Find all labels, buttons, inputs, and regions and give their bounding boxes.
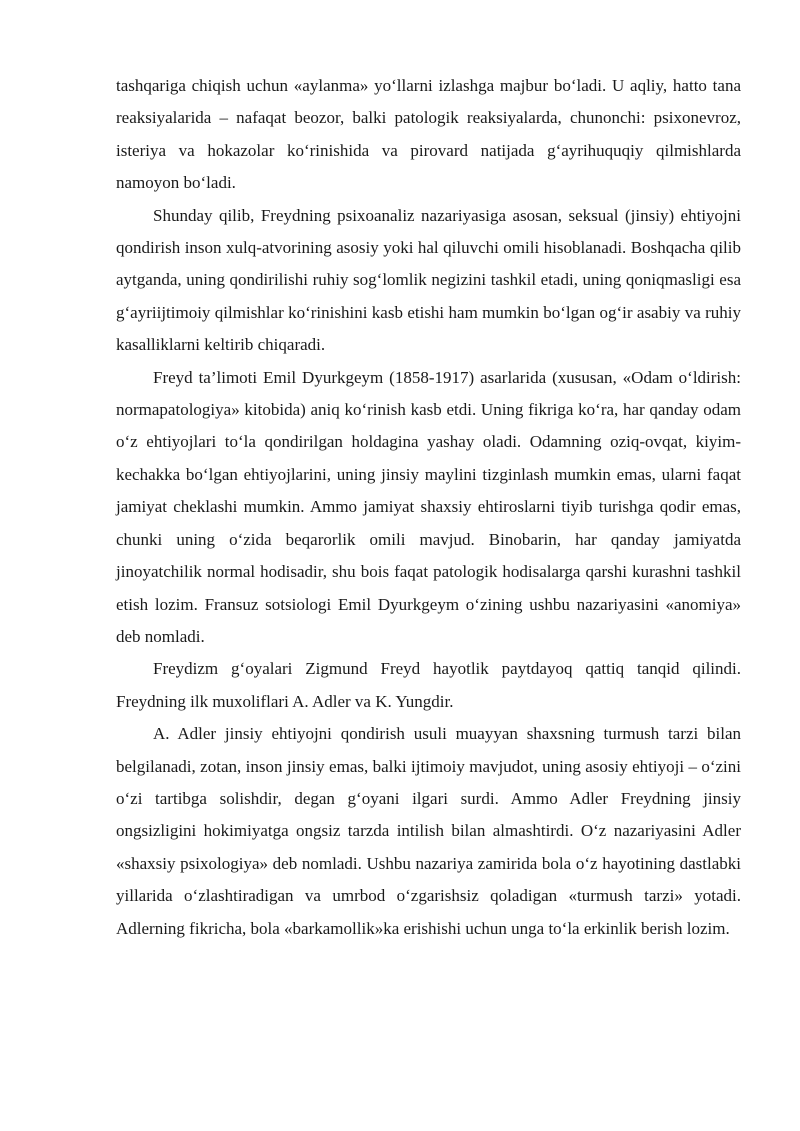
paragraph-adler: A. Adler jinsiy ehtiyojni qondirish usuli muayyan shaxsning turmush tarzi bilan belgilanadi, zotan, inson jinsiy emas, balki ijtimoiy mavjudot, uning asosiy ehtiyoji – o‘zini o‘zi tartibga solishdir, degan g‘oyani ilgari surdi. Ammo Adler Freydning jinsiy ongsizligini hokimiyatga ongsiz tarzda intilish bilan almashtirdi. O‘z nazariyasini Adler «shaxsiy psixologiya» deb nomladi. Ushbu nazariya zamirida bola o‘z hayotining dastlabki yillarida o‘zlashtiradigan va umrbod o‘zgarishsiz qoladigan «turmush tarzi» yotadi. Adlerning fikricha, bola «barkamollik»ka erishishi uchun unga to‘la erkinlik berish lozim. [116, 724, 741, 938]
paragraph-durkheim: Freyd ta’limoti Emil Dyurkgeym (1858-1917) asarlarida (xususan, «Odam o‘ldirish: normapatologiya» kitobida) aniq ko‘rinish kasb etdi. Uning fikriga ko‘ra, har qanday odam o‘z ehtiyojlari to‘la qondirilgan holdagina yashay oladi. Odamning oziq-ovqat, kiyim-kechakka bo‘lgan ehtiyojlarini, uning jinsiy maylini tizginlash mumkin emas, ularni faqat jamiyat cheklashi mumkin. Ammo jamiyat shaxsiy ehtiroslarni tiyib turishga qodir emas, chunki uning o‘zida beqarorlik omili mavjud. Binobarin, har qanday jamiyatda jinoyatchilik normal hodisadir, shu bois faqat patologik hodisalarga qarshi kurashni tashkil etish lozim. Fransuz sotsiologi Emil Dyurkgeym o‘zining ushbu nazariyasini «anomiya» deb nomladi. [116, 367, 741, 646]
paragraph-freudism-critics: Freydizm g‘oyalari Zigmund Freyd hayotlik paytdayoq qattiq tanqid qilindi. Freydning ilk muxoliflari A. Adler va K. Yungdir. [116, 659, 741, 711]
paragraph-continuation: tashqariga chiqish uchun «aylanma» yo‘llarni izlashga majbur bo‘ladi. U aqliy, hatto tana reaksiyalarida – nafaqat beozor, balki patologik reaksiyalarda, chunonchi: psixonevroz, isteriya va hokazolar ko‘rinishida va pirovard natijada g‘ayrihuquqiy qilmishlarda namoyon bo‘ladi. [116, 76, 741, 193]
paragraph-freud-theory-summary: Shunday qilib, Freydning psixoanaliz nazariyasiga asosan, seksual (jinsiy) ehtiyojni qondirish inson xulq-atvorining asosiy yoki hal qiluvchi omili hisoblanadi. Boshqacha qilib aytganda, uning qondirilishi ruhiy sog‘lomlik negizini tashkil etadi, uning qoniqmasligi esa g‘ayriijtimoiy qilmishlar ko‘rinishini kasb etishi ham mumkin bo‘lgan og‘ir asabiy va ruhiy kasalliklarni keltirib chiqaradi. [116, 205, 741, 355]
document-page [116, 70, 741, 945]
